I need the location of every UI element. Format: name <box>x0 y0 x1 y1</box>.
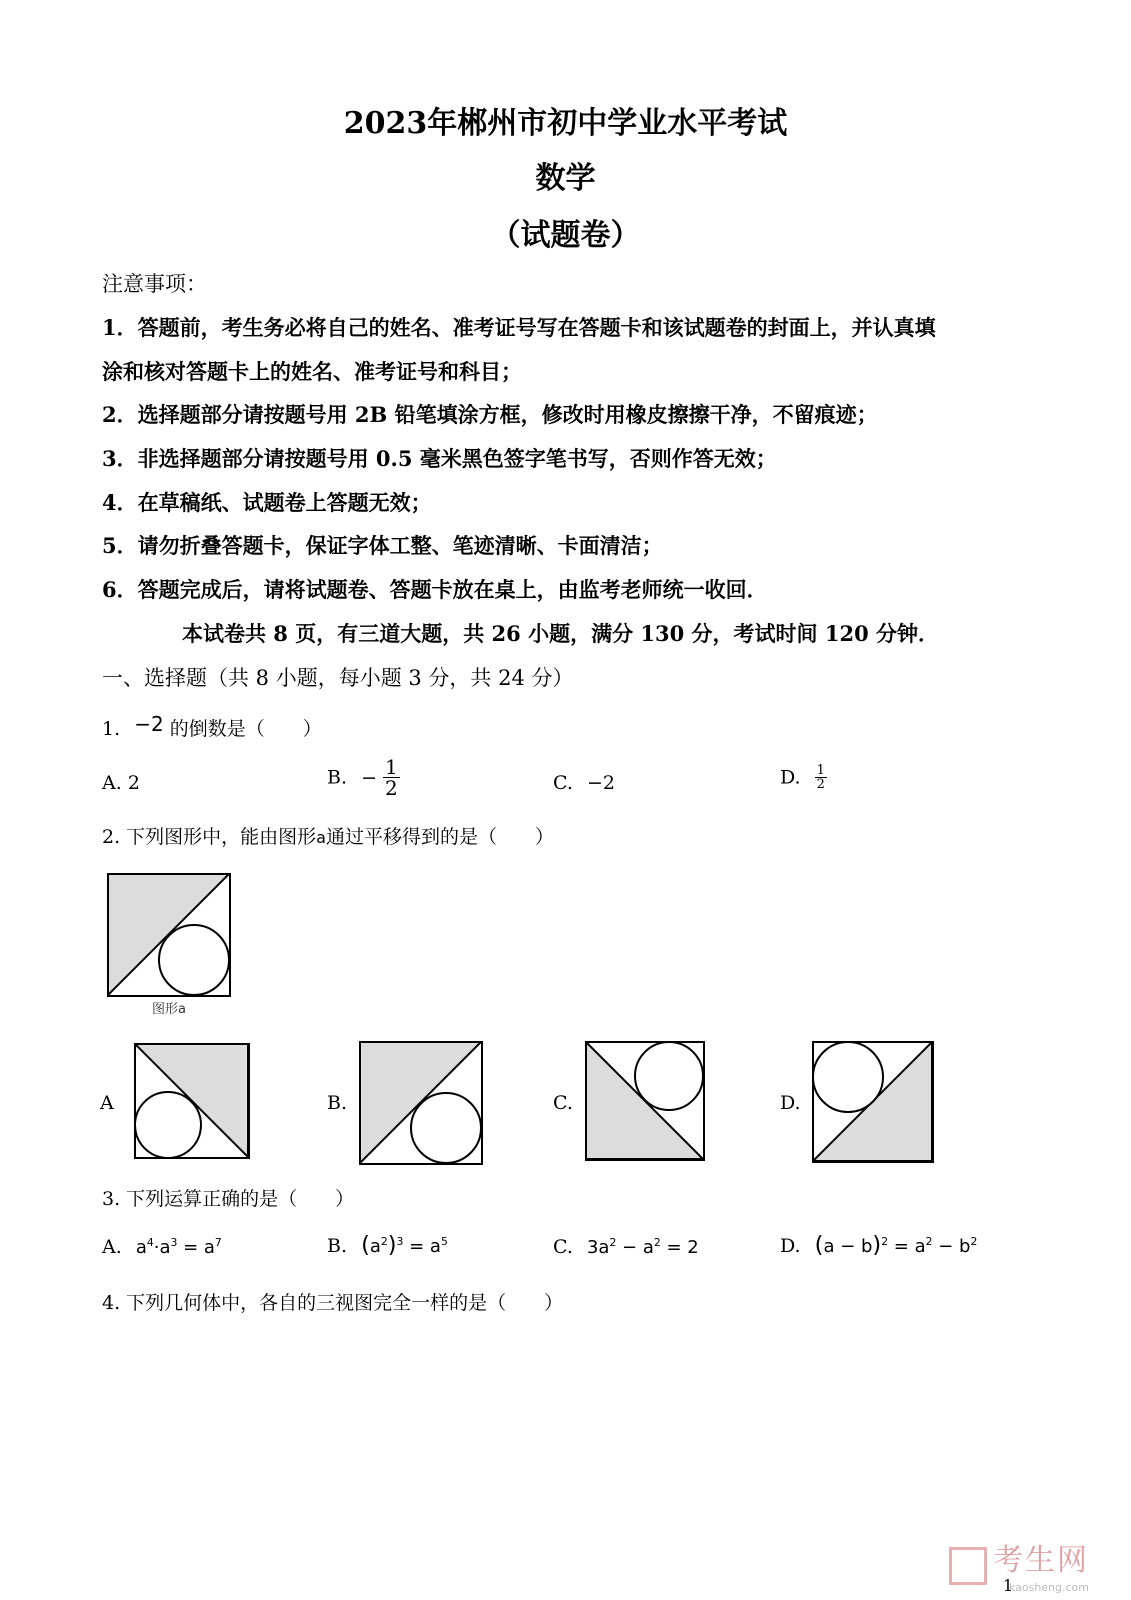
q2-option-b-figure[interactable] <box>359 1041 483 1165</box>
note-item: 4．在草稿纸、试题卷上答题无效； <box>102 490 432 515</box>
note-item: 3．非选择题部分请按题号用 0.5 毫米黑色签字笔书写，否则作答无效； <box>102 446 777 471</box>
option-label: B. <box>327 1235 348 1257</box>
option-label: C. <box>553 1236 573 1258</box>
minus-sign: − <box>361 766 377 789</box>
option-label: D. <box>780 766 801 789</box>
q1-option-c[interactable] <box>553 772 615 794</box>
math-expression: −2 <box>134 712 164 736</box>
subject-title: 数学 <box>535 161 596 196</box>
question-1 <box>102 714 322 741</box>
page-number: 1 <box>1002 1576 1013 1595</box>
q3-option-d[interactable] <box>780 1232 977 1258</box>
note-item: 6．答题完成后，请将试题卷、答题卡放在桌上，由监考老师统一收回． <box>102 577 768 602</box>
q2-option-d-figure[interactable] <box>812 1041 934 1163</box>
question-3: 3. 下列运算正确的是（ ） <box>102 1188 355 1210</box>
exam-summary: 本试卷共 8 页，有三道大题，共 26 小题，满分 130 分，考试时间 120 分钟． <box>182 621 939 646</box>
math-expression: $(a - b)^2 = a^2 - b^2$ <box>814 1232 978 1258</box>
question-4: 4. 下列几何体中，各自的三视图完全一样的是（ ） <box>102 1292 564 1314</box>
fraction-numerator: 1 <box>816 763 825 778</box>
note-item: 1．答题前，考生务必将自己的姓名、准考证号写在答题卡和该试题卷的封面上，并认真填 <box>102 315 936 340</box>
exam-title: 2023年郴州市初中学业水平考试 <box>343 106 788 141</box>
option-label: C. <box>553 772 573 794</box>
fraction <box>815 764 827 791</box>
option-label: A. <box>102 1236 122 1258</box>
math-expression: $a^4\cdot a^3 = a^7$ <box>135 1235 222 1258</box>
q2-option-b-label[interactable]: B. <box>327 1092 348 1114</box>
paper-type: （试题卷） <box>490 218 641 253</box>
watermark-site: kaosheng.com <box>1008 1580 1089 1594</box>
note-item: 2．选择题部分请按题号用 2B 铅笔填涂方框，修改时用橡皮擦擦干净，不留痕迹； <box>102 402 878 427</box>
q2-option-d-label[interactable]: D. <box>780 1092 801 1114</box>
option-value: 2 <box>127 772 140 794</box>
option-value: −2 <box>586 772 615 794</box>
q2-option-a-label[interactable]: A <box>100 1092 114 1114</box>
figure-caption: 图形a <box>152 1002 186 1017</box>
fraction-denominator: 2 <box>385 776 398 800</box>
fraction-denominator: 2 <box>816 777 825 792</box>
question-text: 2. 下列图形中，能由图形 <box>102 826 317 848</box>
q2-option-c-label[interactable]: C. <box>553 1092 573 1114</box>
question-2 <box>102 822 554 849</box>
option-label: D. <box>780 1235 801 1257</box>
question-text: 通过平移得到的是（ ） <box>325 826 554 848</box>
math-expression: $(a^2)^3 = a^5$ <box>361 1232 448 1258</box>
watermark <box>949 1535 1089 1594</box>
notes-heading: 注意事项： <box>102 272 207 296</box>
watermark-text: 考生网 <box>993 1543 1089 1578</box>
note-item: 涂和核对答题卡上的姓名、准考证号和科目； <box>102 359 522 384</box>
question-number: 1. <box>102 718 121 740</box>
q1-option-a[interactable] <box>102 772 140 794</box>
q3-option-a[interactable] <box>102 1236 222 1258</box>
math-expression: $3a^2 - a^2 = 2$ <box>586 1235 699 1258</box>
fraction <box>383 757 400 798</box>
q2-option-a-figure[interactable] <box>134 1043 250 1159</box>
question-text: 的倒数是（ ） <box>169 718 322 740</box>
q2-option-c-figure[interactable] <box>585 1041 705 1161</box>
figure-variable: a <box>316 828 326 847</box>
q3-option-c[interactable] <box>553 1236 699 1258</box>
note-item: 5．请勿折叠答题卡，保证字体工整、笔迹清晰、卡面清洁； <box>102 533 663 558</box>
q3-option-b[interactable] <box>327 1232 448 1258</box>
option-label: B. <box>327 766 348 789</box>
fraction-numerator: 1 <box>385 755 398 779</box>
option-label: A. <box>102 772 122 794</box>
figure-a <box>107 873 231 997</box>
watermark-logo-icon <box>949 1547 987 1585</box>
q1-option-b[interactable] <box>327 757 400 798</box>
section-heading: 一、选择题（共 8 小题，每小题 3 分，共 24 分） <box>102 666 574 690</box>
q1-option-d[interactable] <box>780 764 827 791</box>
